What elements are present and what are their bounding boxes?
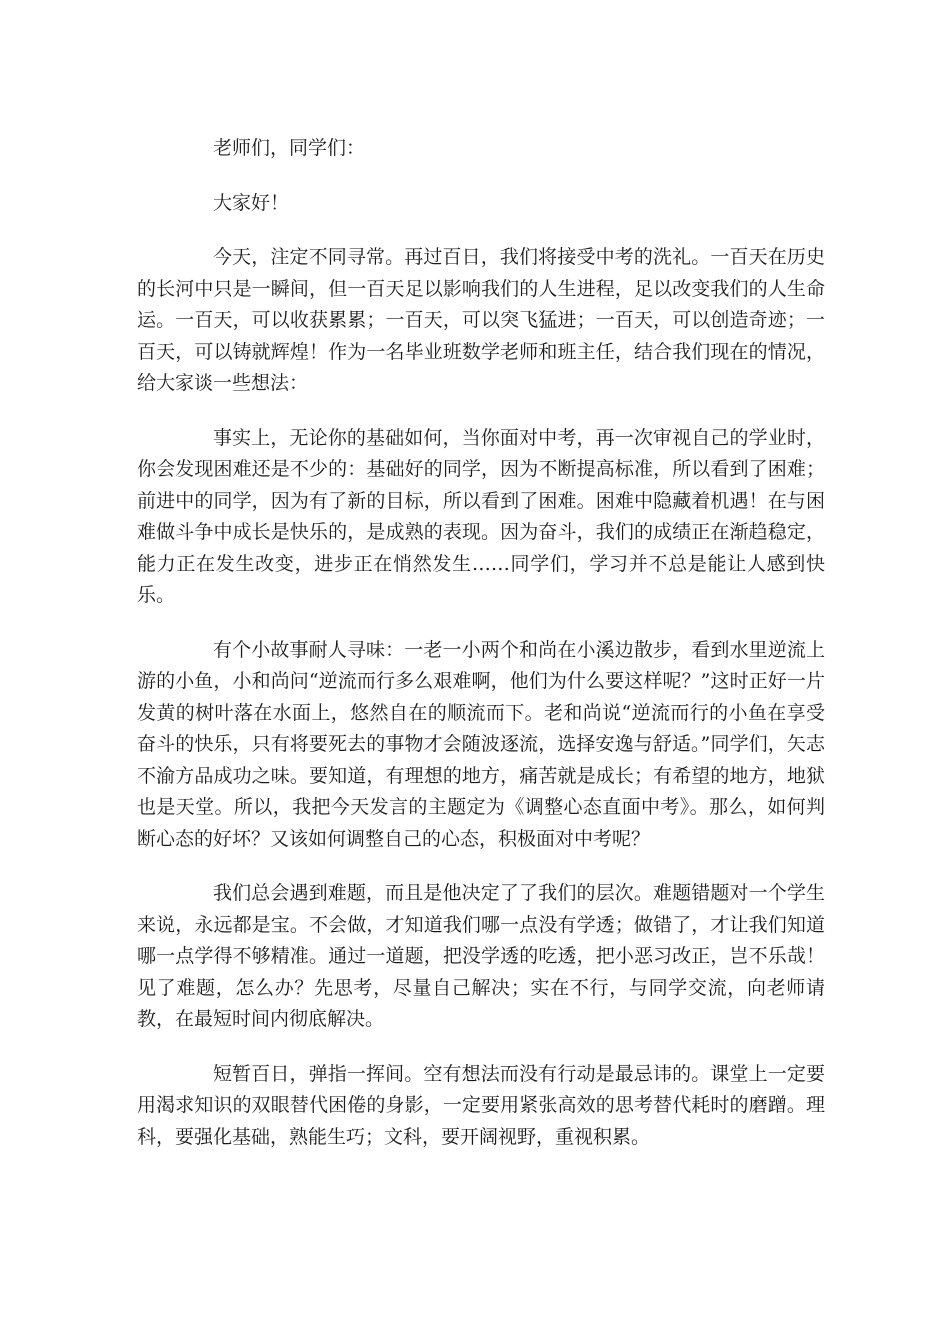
- greeting-paragraph: 大家好！: [213, 191, 290, 214]
- body-paragraph-5: 短暂百日，弹指一挥间。空有想法而没有行动是最忌讳的。课堂上一定要用渴求知识的双眼替代困倦的身影，一定要用紧张高效的思考替代耗时的磨蹭。理科，要强化基础，熟能生巧；文科，要开阔视野，重视积累。: [137, 1062, 825, 1148]
- body-paragraph-1: 今天，注定不同寻常。再过百日，我们将接受中考的洗礼。一百天在历史的长河中只是一瞬间，但一百天足以影响我们的人生进程，足以改变我们的人生命运。一百天，可以收获累累；一百天，可以突飞猛进；一百天，可以创造奇迹；一百天，可以铸就辉煌！作为一名毕业班数学老师和班主任，结合我们现在的情况，给大家谈一些想法：: [137, 246, 825, 394]
- body-paragraph-3: 有个小故事耐人寻味：一老一小两个和尚在小溪边散步，看到水里逆流上游的小鱼，小和尚问“逆流而行多么艰难啊，他们为什么要这样呢？”这时正好一片发黄的树叶落在水面上，悠然自在的顺流而下。老和尚说“逆流而行的小鱼在享受奋斗的快乐，只有将要死去的事物才会随波逐流，选择安逸与舒适。”同学们，矢志不渝方品成功之味。要知道，有理想的地方，痛苦就是成长；有希望的地方，地狱也是天堂。所以，我把今天发言的主题定为《调整心态直面中考》。那么，如何判断心态的好坏？又该如何调整自己的心态，积极面对中考呢？: [137, 638, 825, 850]
- salutation-paragraph: 老师们，同学们：: [213, 137, 366, 159]
- document-body: [137, 133, 825, 1176]
- body-paragraph-4: 我们总会遇到难题，而且是他决定了了我们的层次。难题错题对一个学生来说，永远都是宝。不会做，才知道我们哪一点没有学透；做错了，才让我们知道哪一点学得不够精准。通过一道题，把没学透的吃透，把小恶习改正，岂不乐哉！见了难题，怎么办？先思考，尽量自己解决；实在不行，与同学交流，向老师请教，在最短时间内彻底解决。: [137, 882, 825, 1030]
- body-paragraph-2: 事实上，无论你的基础如何，当你面对中考，再一次审视自己的学业时，你会发现困难还是不少的：基础好的同学，因为不断提高标准，所以看到了困难；前进中的同学，因为有了新的目标，所以看到了困难。困难中隐藏着机遇！在与困难做斗争中成长是快乐的，是成熟的表现。因为奋斗，我们的成绩正在渐趋稳定，能力正在发生改变，进步正在悄然发生……同学们，学习并不总是能让人感到快乐。: [137, 426, 825, 606]
